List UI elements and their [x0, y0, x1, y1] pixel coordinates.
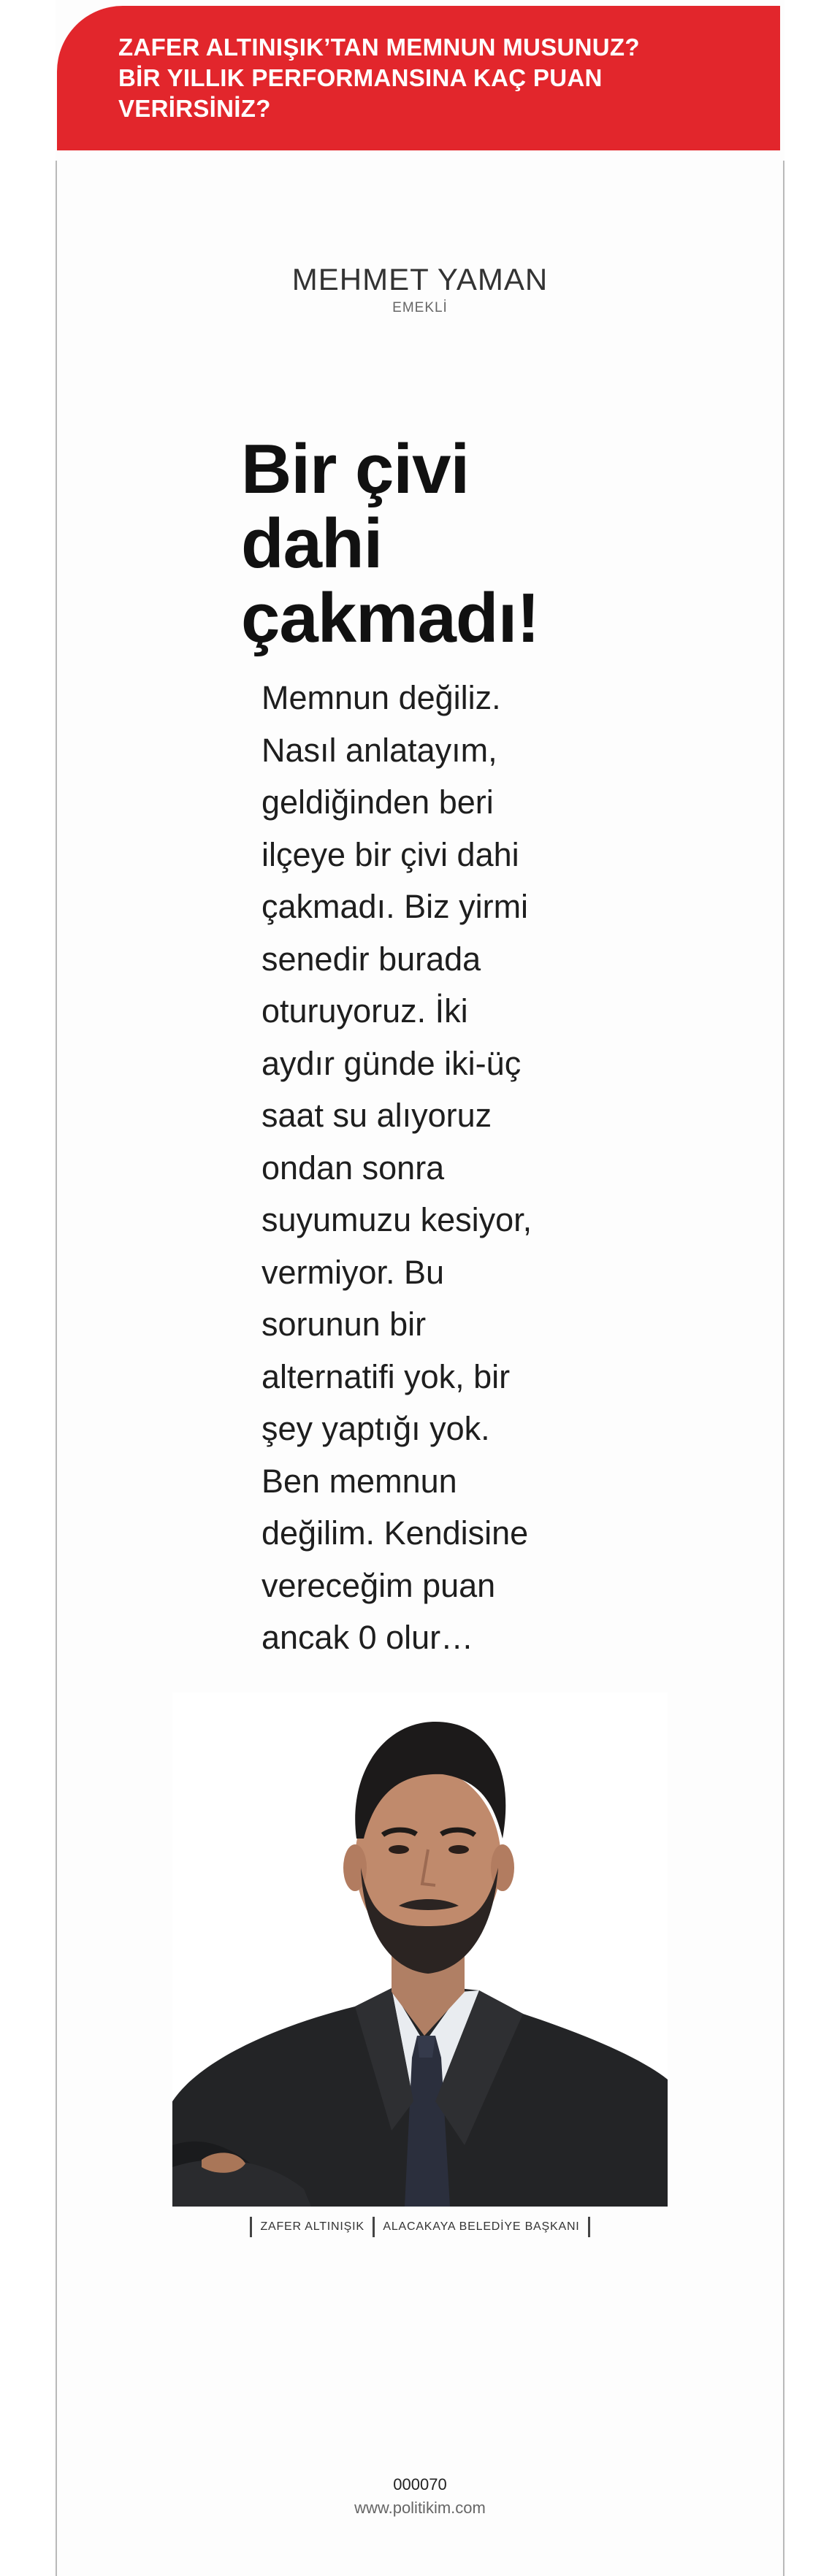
- caption-divider: [588, 2217, 590, 2237]
- frame-border-right: [783, 161, 784, 2576]
- quote-line: Nasıl anlatayım,: [261, 731, 497, 769]
- quote-line: suyumuzu kesiyor,: [261, 1201, 532, 1238]
- quote-line: vereceğim puan: [261, 1566, 496, 1604]
- portrait-illustration: [172, 1693, 668, 2207]
- site-link[interactable]: www.politikim.com: [354, 2499, 486, 2517]
- quote-line: alternatifi yok, bir: [261, 1357, 511, 1395]
- quote-line: ondan sonra: [261, 1149, 445, 1187]
- page-code: 000070: [393, 2475, 447, 2493]
- caption-title: ALACAKAYA BELEDİYE BAŞKANI: [383, 2220, 580, 2233]
- quote-line: aydır günde iki-üç: [261, 1044, 522, 1082]
- quote-line: sorunun bir: [261, 1306, 427, 1343]
- respondent-byline: [0, 261, 840, 317]
- quote-body: [261, 672, 583, 1664]
- question-line-2: BİR YILLIK PERFORMANSINA KAÇ PUAN: [118, 64, 603, 91]
- respondent-role: EMEKLİ: [392, 300, 448, 315]
- quote-line: değilim. Kendisine: [261, 1514, 529, 1552]
- quote-line: şey yaptığı yok.: [261, 1410, 490, 1447]
- quote-line: Ben memnun: [261, 1462, 457, 1500]
- headline-line-3: çakmadı!: [241, 579, 540, 657]
- headline-line-1: Bir çivi: [241, 430, 470, 508]
- caption-name: ZAFER ALTINIŞIK: [260, 2220, 364, 2233]
- frame-border-left: [56, 161, 57, 2576]
- quote-line: senedir burada: [261, 940, 481, 978]
- quote-line: geldiğinden beri: [261, 783, 494, 821]
- portrait-photo: [172, 1693, 668, 2207]
- respondent-name: MEHMET YAMAN: [291, 262, 549, 296]
- quote-line: saat su alıyoruz: [261, 1097, 492, 1134]
- headline: [241, 432, 577, 656]
- quote-line: ancak 0 olur…: [261, 1619, 474, 1656]
- caption-divider: [373, 2217, 375, 2237]
- headline-line-2: dahi: [241, 505, 383, 583]
- question-line-3: VERİRSİNİZ?: [118, 95, 271, 122]
- quote-line: çakmadı. Biz yirmi: [261, 888, 529, 925]
- page-footer: [0, 2474, 840, 2521]
- quote-line: oturuyoruz. İki: [261, 992, 468, 1030]
- quote-line: Memnun değiliz.: [261, 679, 501, 716]
- question-banner: [57, 6, 780, 150]
- question-line-1: ZAFER ALTINIŞIK’TAN MEMNUN MUSUNUZ?: [118, 34, 640, 61]
- caption-divider: [250, 2217, 252, 2237]
- quote-line: vermiyor. Bu: [261, 1253, 445, 1291]
- photo-caption: [0, 2217, 840, 2237]
- quote-line: ilçeye bir çivi dahi: [261, 835, 519, 873]
